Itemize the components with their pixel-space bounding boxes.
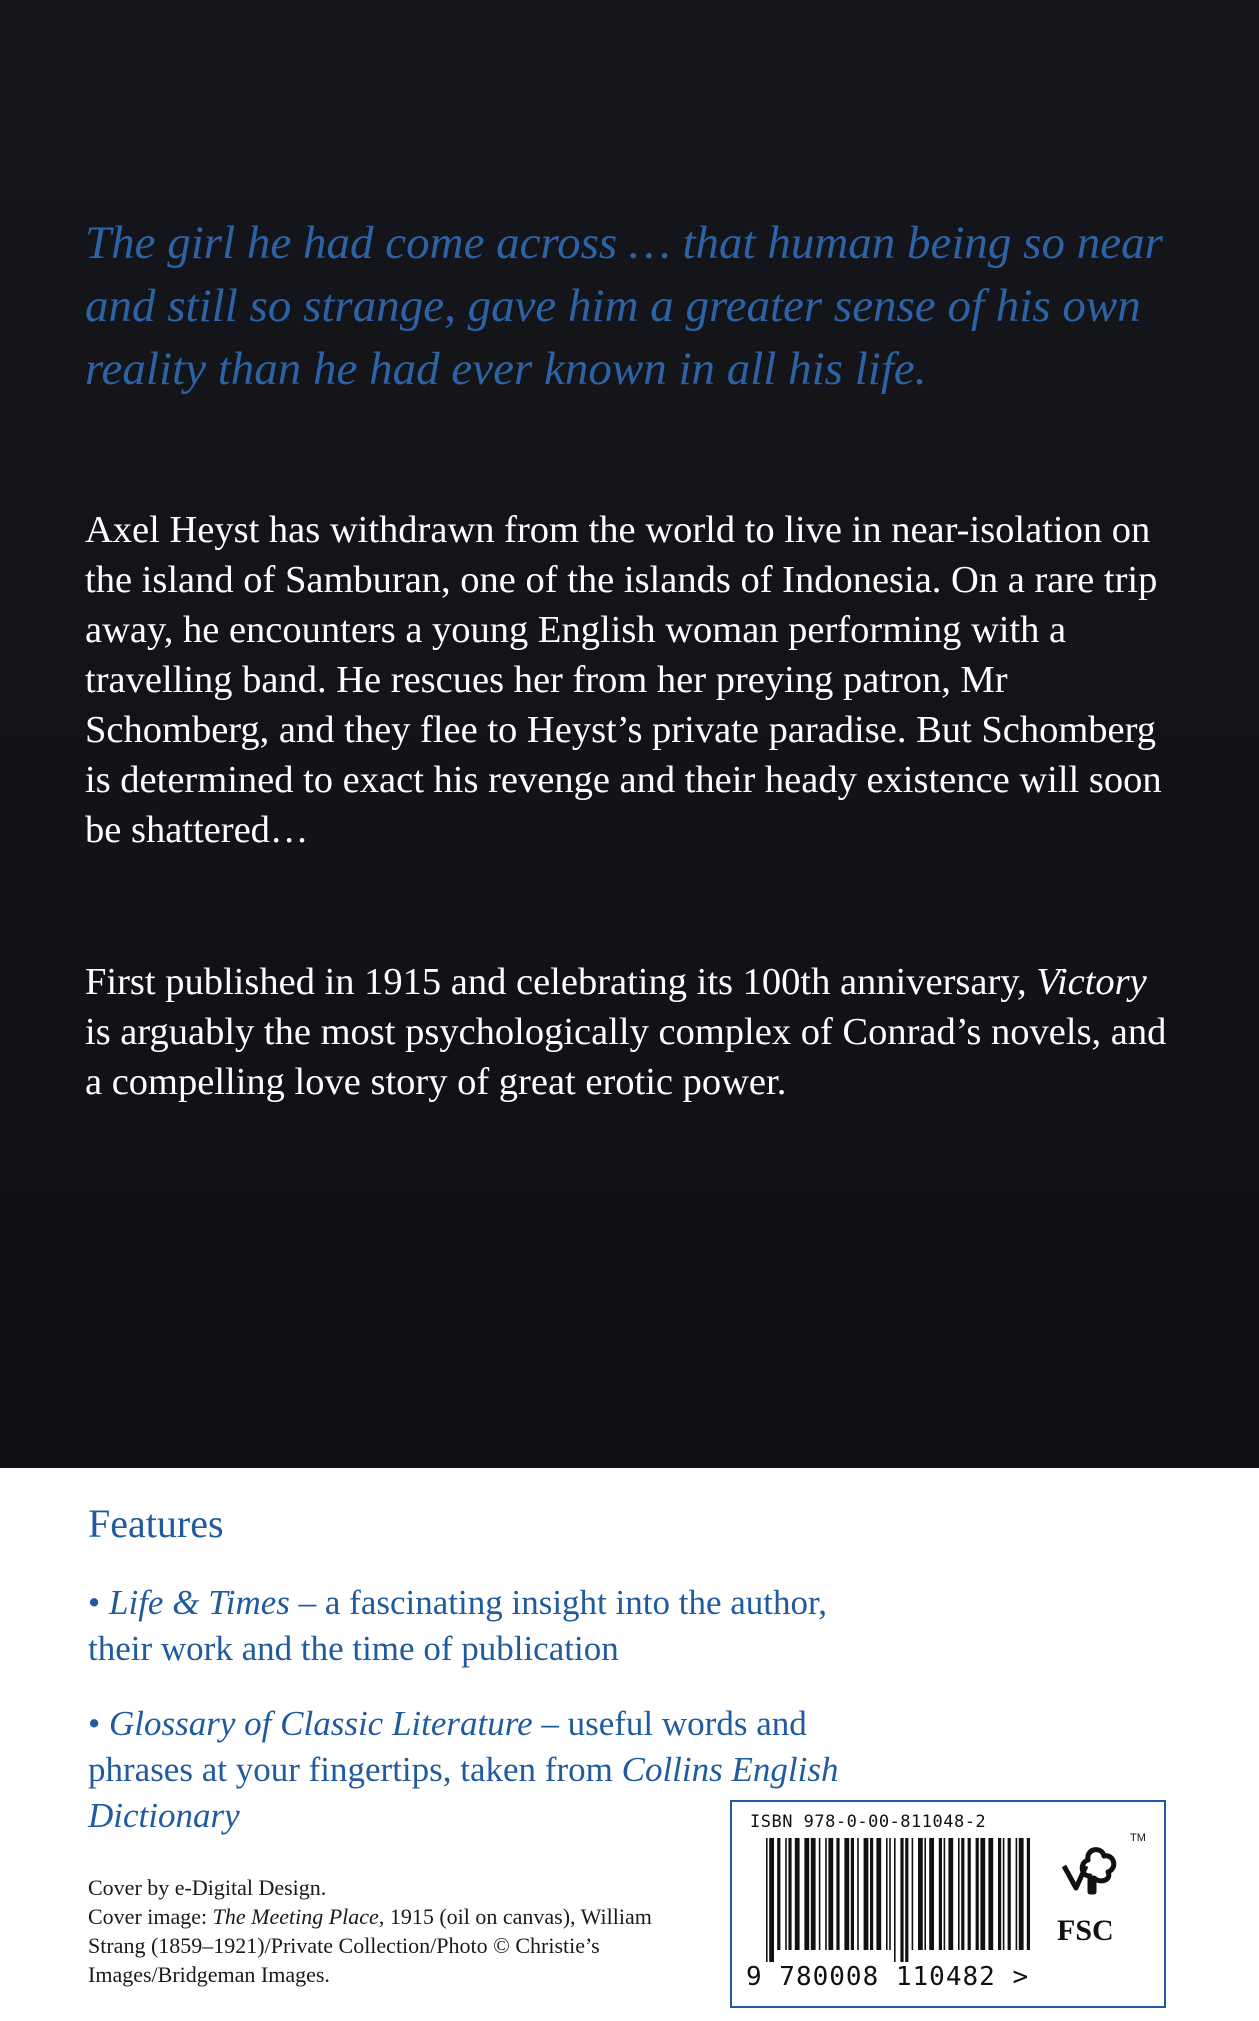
features-heading: Features [88, 1501, 224, 1546]
barcode-bars [766, 1838, 1034, 1962]
publication-paragraph [85, 957, 1175, 1107]
barcode-bar [1027, 1838, 1030, 1950]
credit-image-before: Cover image: [88, 1904, 213, 1929]
barcode-bar [825, 1838, 827, 1950]
barcode-bar [864, 1838, 869, 1950]
barcode-bar [912, 1838, 914, 1950]
barcode-bar [939, 1838, 942, 1950]
barcode-bar [929, 1838, 934, 1950]
barcode-bar [769, 1838, 774, 1962]
book-title-victory: Victory [1036, 961, 1147, 1003]
barcode-bar [876, 1838, 881, 1950]
barcode-bar [785, 1838, 787, 1950]
barcode-bar [795, 1838, 800, 1950]
trademark-mark: TM [1130, 1832, 1146, 1844]
barcode-bar [777, 1838, 780, 1950]
isbn-label: ISBN 978-0-00-811048-2 [750, 1812, 987, 1832]
barcode-bar [968, 1838, 971, 1950]
credit-designer: Cover by e-Digital Design. [88, 1875, 327, 1900]
barcode-bar [944, 1838, 946, 1950]
publication-text-before: First published in 1915 and celebrating its 100th anniversary, [85, 961, 1037, 1003]
cover-credits [88, 1873, 708, 1989]
barcode-bar [828, 1838, 833, 1950]
barcode-bar [886, 1838, 888, 1950]
feature-item-life-and-times [88, 1580, 848, 1672]
barcode-bar [998, 1838, 1001, 1950]
barcode-bar [804, 1838, 809, 1950]
barcode-bar [889, 1838, 891, 1950]
feature-name: Glossary of Classic Literature [109, 1704, 533, 1743]
isbn-digits: 9 780008 110482 > [746, 1962, 1030, 1992]
barcode-bar [836, 1838, 839, 1950]
barcode-bar [948, 1838, 953, 1950]
barcode-bar [870, 1838, 873, 1950]
credit-image-after: , 1915 (oil on canvas), William Strang (1859–1921)/Private Collection/Photo © Christie’s Images/Bridgeman Images. [88, 1904, 652, 1987]
barcode-bar [1008, 1838, 1011, 1950]
barcode-bar [918, 1838, 923, 1950]
bullet: • [88, 1583, 110, 1622]
credit-image-title: The Meeting Place [212, 1904, 379, 1929]
barcode-bar [851, 1838, 854, 1950]
barcode-bar [788, 1838, 791, 1950]
barcode-bar [988, 1838, 993, 1950]
feature-description: – useful words and phrases at your fingertips, taken from [88, 1704, 807, 1789]
dictionary-source: Collins English Dictionary [88, 1750, 839, 1835]
publication-text-after: is arguably the most psychologically complex of Conrad’s novels, and a compelling love story of great erotic power. [85, 1011, 1167, 1103]
bullet: • [88, 1704, 110, 1743]
barcode-bar [894, 1838, 896, 1962]
synopsis-paragraph: Axel Heyst has withdrawn from the world to live in near-isolation on the island of Samburan, one of the islands of Indonesia. On a rare trip away, he encounters a young English woman performing with a travelling band. He rescues her from her preying patron, Mr Schomberg, and they flee to Heyst’s private paradise. But Schomberg is determined to exact his revenge and their heady existence will soon be shattered… [85, 509, 1162, 851]
barcode-bar [980, 1838, 985, 1950]
barcode-bar [1003, 1838, 1005, 1950]
barcode-bar [857, 1838, 859, 1950]
barcode-panel [730, 1800, 1166, 2008]
pull-quote: The girl he had come across … that human being so near and still so strange, gave him a greater sense of his own reality than he had ever known in all his life. [85, 217, 1163, 395]
barcode-bar [844, 1838, 849, 1950]
barcode-bar [766, 1838, 768, 1962]
barcode-bar [905, 1838, 908, 1962]
fsc-tree-icon [1050, 1832, 1130, 1912]
barcode-bar [819, 1838, 821, 1950]
fsc-logo-text: FSC [1057, 1914, 1114, 1947]
barcode-bar [1016, 1838, 1018, 1950]
feature-description: – a fascinating insight into the author, their work and the time of publication [88, 1583, 827, 1668]
barcode-bar [958, 1838, 960, 1950]
barcode-bar [811, 1838, 816, 1950]
feature-name: Life & Times [109, 1583, 290, 1622]
barcode-bar [900, 1838, 903, 1962]
barcode-bar [924, 1838, 926, 1950]
barcode-bar [976, 1838, 979, 1950]
barcode-bar [961, 1838, 964, 1950]
barcode-bar [1019, 1838, 1024, 1950]
